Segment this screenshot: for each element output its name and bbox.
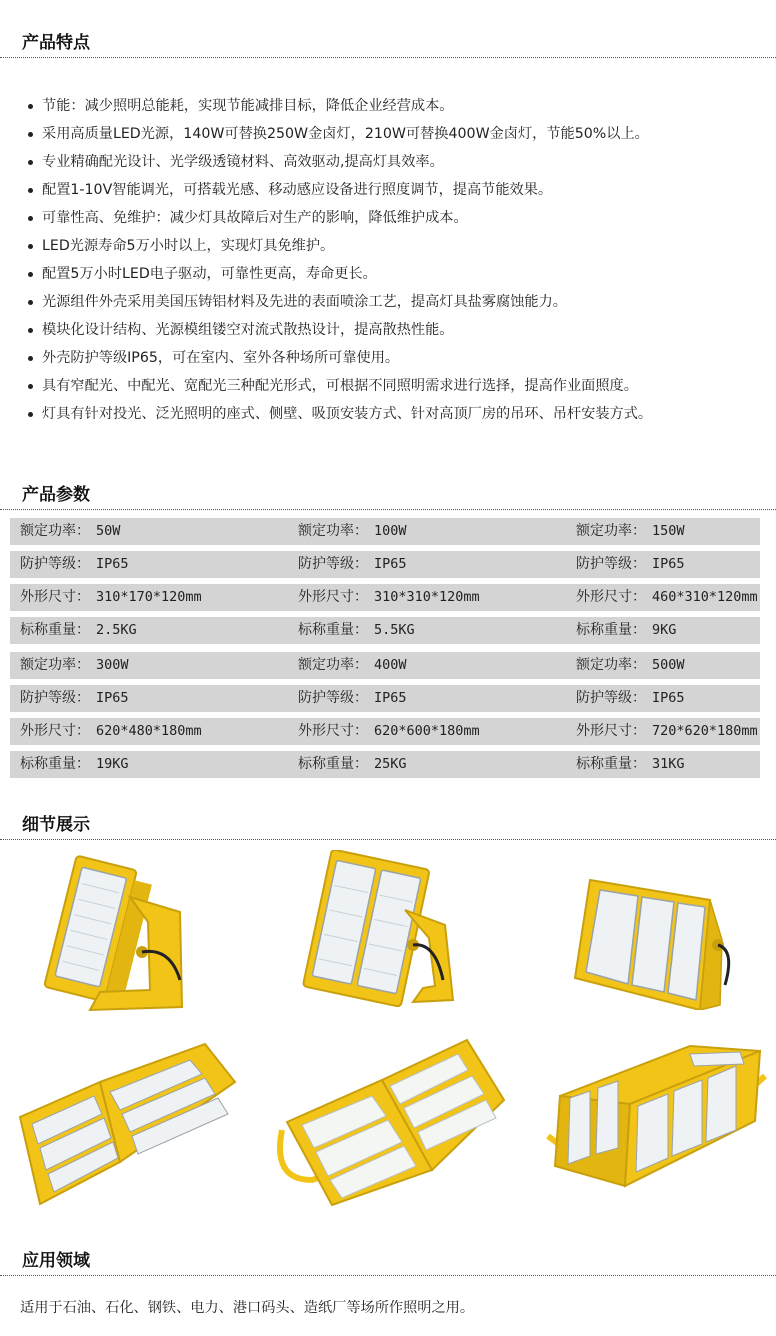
param-cell (20, 652, 129, 679)
param-row (10, 718, 760, 745)
feature-item: LED光源寿命5万小时以上，实现灯具免维护。 (22, 232, 762, 260)
param-value: 500W (652, 657, 685, 673)
applications-text: 适用于石油、石化、钢铁、电力、港口码头、造纸厂等场所作照明之用。 (20, 1300, 475, 1316)
param-cell (576, 652, 685, 679)
param-value: IP65 (96, 690, 129, 706)
param-cell (20, 685, 129, 712)
feature-item: 配置5万小时LED电子驱动，可靠性更高，寿命更长。 (22, 260, 762, 288)
param-label: 防护等级： (20, 556, 90, 572)
param-label: 额定功率： (576, 523, 646, 539)
param-value: 100W (374, 523, 407, 539)
feature-item: 专业精确配光设计、光学级透镜材料、高效驱动,提高灯具效率。 (22, 148, 762, 176)
floodlight-2-module-image (295, 850, 470, 1020)
param-value: IP65 (374, 690, 407, 706)
param-value: 620*480*180mm (96, 723, 202, 739)
param-cell (20, 751, 129, 778)
param-label: 标称重量： (298, 622, 368, 638)
param-value: 5.5KG (374, 622, 415, 638)
param-value: IP65 (652, 690, 685, 706)
param-label: 防护等级： (298, 690, 368, 706)
floodlight-6-module-c-image (540, 1036, 770, 1211)
param-cell (20, 518, 120, 545)
section-header-applications (0, 1240, 776, 1276)
param-label: 外形尺寸： (298, 723, 368, 739)
section-divider (0, 57, 776, 58)
feature-item: 外壳防护等级IP65，可在室内、室外各种场所可靠使用。 (22, 344, 762, 372)
param-value: 2.5KG (96, 622, 137, 638)
param-label: 外形尺寸： (20, 723, 90, 739)
param-cell (20, 551, 129, 578)
param-row (10, 685, 760, 712)
section-header-features (0, 22, 776, 58)
param-value: 400W (374, 657, 407, 673)
param-row (10, 518, 760, 545)
param-value: 300W (96, 657, 129, 673)
param-cell (20, 718, 202, 745)
param-label: 额定功率： (298, 523, 368, 539)
param-cell (298, 551, 407, 578)
section-header-params (0, 474, 776, 510)
param-cell (20, 584, 202, 611)
feature-item: 模块化设计结构、光源模组镂空对流式散热设计，提高散热性能。 (22, 316, 762, 344)
param-label: 额定功率： (20, 523, 90, 539)
section-title-applications: 应用领域 (22, 1251, 90, 1271)
param-value: IP65 (96, 556, 129, 572)
param-cell (20, 617, 137, 644)
feature-item: 可靠性高、免维护：减少灯具故障后对生产的影响，降低维护成本。 (22, 204, 762, 232)
param-row (10, 584, 760, 611)
param-value: 25KG (374, 756, 407, 772)
param-value: 9KG (652, 622, 677, 638)
param-group (10, 652, 760, 778)
param-value: 310*310*120mm (374, 589, 480, 605)
feature-item: 光源组件外壳采用美国压铸铝材料及先进的表面喷涂工艺，提高灯具盐雾腐蚀能力。 (22, 288, 762, 316)
param-cell (298, 685, 407, 712)
param-cell (576, 617, 676, 644)
param-cell (298, 718, 480, 745)
param-cell (298, 617, 415, 644)
param-value: 50W (96, 523, 121, 539)
param-label: 防护等级： (576, 556, 646, 572)
param-label: 外形尺寸： (298, 589, 368, 605)
param-label: 标称重量： (576, 622, 646, 638)
param-cell (576, 718, 758, 745)
param-label: 防护等级： (298, 556, 368, 572)
section-title-details: 细节展示 (22, 815, 90, 835)
param-row (10, 551, 760, 578)
param-label: 额定功率： (576, 657, 646, 673)
param-label: 防护等级： (20, 690, 90, 706)
param-cell (576, 685, 685, 712)
param-label: 外形尺寸： (576, 723, 646, 739)
param-label: 外形尺寸： (576, 589, 646, 605)
feature-item: 配置1-10V智能调光，可搭载光感、移动感应设备进行照度调节，提高节能效果。 (22, 176, 762, 204)
param-row (10, 751, 760, 778)
param-label: 额定功率： (20, 657, 90, 673)
param-cell (576, 751, 685, 778)
feature-item: 具有窄配光、中配光、宽配光三种配光形式，可根据不同照明需求进行选择，提高作业面照度。 (22, 372, 762, 400)
param-label: 额定功率： (298, 657, 368, 673)
floodlight-1-module-image (30, 852, 205, 1022)
param-label: 标称重量： (576, 756, 646, 772)
param-label: 防护等级： (576, 690, 646, 706)
param-value: 460*310*120mm (652, 589, 758, 605)
param-cell (298, 751, 407, 778)
param-row (10, 617, 760, 644)
param-label: 标称重量： (20, 756, 90, 772)
param-cell (298, 652, 407, 679)
feature-item: 灯具有针对投光、泛光照明的座式、侧壁、吸顶安装方式、针对高顶厂房的吊环、吊杆安装方式。 (22, 400, 762, 428)
section-divider (0, 509, 776, 510)
feature-list (22, 92, 762, 428)
floodlight-6-module-a-image (10, 1032, 240, 1207)
section-title-features: 产品特点 (22, 33, 90, 53)
param-cell (576, 518, 685, 545)
param-value: IP65 (652, 556, 685, 572)
param-group (10, 518, 760, 644)
param-value: 720*620*180mm (652, 723, 758, 739)
params-table (10, 518, 760, 786)
param-value: 310*170*120mm (96, 589, 202, 605)
section-divider (0, 1275, 776, 1276)
param-label: 标称重量： (298, 756, 368, 772)
section-header-details (0, 804, 776, 840)
param-value: 19KG (96, 756, 129, 772)
param-label: 外形尺寸： (20, 589, 90, 605)
param-value: 150W (652, 523, 685, 539)
floodlight-6-module-b-image (272, 1030, 512, 1210)
param-cell (298, 518, 407, 545)
param-row (10, 652, 760, 679)
section-title-params: 产品参数 (22, 485, 90, 505)
param-value: IP65 (374, 556, 407, 572)
param-label: 标称重量： (20, 622, 90, 638)
feature-item: 采用高质量LED光源，140W可替换250W金卤灯，210W可替换400W金卤灯，节能50%以上。 (22, 120, 762, 148)
feature-item: 节能：减少照明总能耗，实现节能减排目标，降低企业经营成本。 (22, 92, 762, 120)
param-cell (576, 551, 685, 578)
floodlight-3-module-image (560, 860, 750, 1010)
param-value: 620*600*180mm (374, 723, 480, 739)
param-cell (298, 584, 480, 611)
param-value: 31KG (652, 756, 685, 772)
param-cell (576, 584, 758, 611)
product-gallery (0, 840, 776, 1235)
